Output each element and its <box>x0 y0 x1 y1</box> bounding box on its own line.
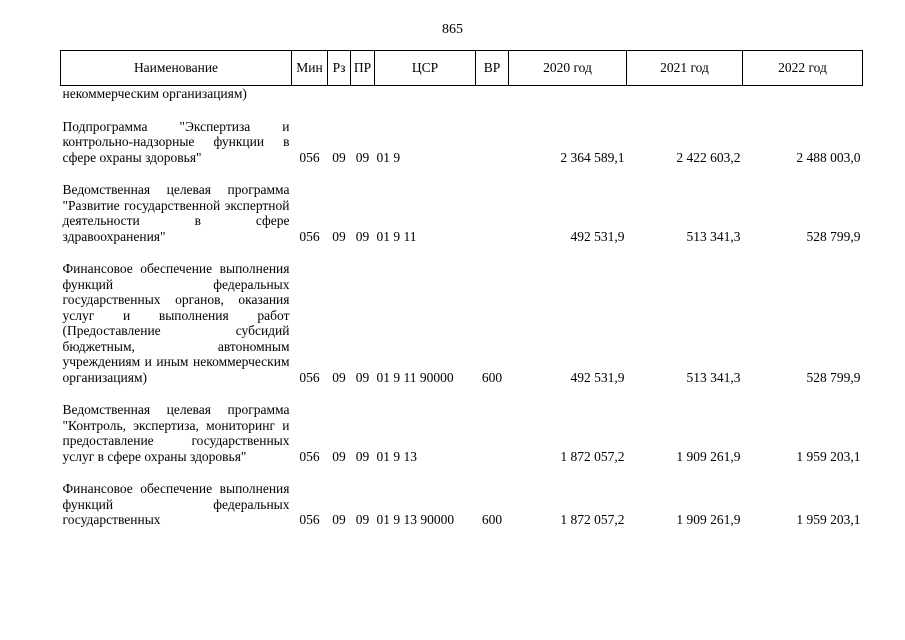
row-min: 056 <box>299 228 320 244</box>
row-min: 056 <box>299 369 320 385</box>
row-csr: 01 9 <box>376 149 401 165</box>
table-row <box>61 261 863 385</box>
row-pr: 09 <box>355 228 370 244</box>
row-rz: 09 <box>332 369 346 385</box>
row-2020: 2 364 589,1 <box>560 149 625 165</box>
header-2022: 2022 год <box>743 51 863 86</box>
row-min: 056 <box>299 149 320 165</box>
row-vr: 600 <box>481 369 503 385</box>
table-row <box>61 182 863 244</box>
row-name: Ведомственная целевая программа "Развитие государственной экспертной деятельности в сфере здравоохранения" <box>62 182 290 244</box>
row-pr: 09 <box>355 448 370 464</box>
row-2021: 2 422 603,2 <box>676 149 741 165</box>
row-vr <box>476 402 509 464</box>
row-rz: 09 <box>332 228 346 244</box>
continuation-row <box>61 86 863 102</box>
row-2022: 1 959 203,1 <box>796 512 861 527</box>
row-vr <box>476 119 509 166</box>
row-2020: 1 872 057,2 <box>560 512 625 527</box>
row-name: Финансовое обеспечение выполнения функций федеральных государственных органов, оказания услуг и выполнения работ (Предоставление субсидий бюджетным, автономным учреждениям и иным некоммерческим организациям) <box>62 261 290 385</box>
table-row <box>61 119 863 166</box>
header-min: Мин <box>292 51 328 86</box>
row-csr: 01 9 11 90000 <box>376 369 454 385</box>
header-2021: 2021 год <box>627 51 743 86</box>
header-rz: Рз <box>328 51 351 86</box>
row-csr: 01 9 11 <box>376 228 417 244</box>
row-name: Ведомственная целевая программа "Контроль, экспертиза, мониторинг и предоставление государственных услуг в сфере охраны здоровья" <box>62 402 290 464</box>
row-csr: 01 9 13 90000 <box>376 512 455 527</box>
row-2021: 513 341,3 <box>686 228 741 244</box>
row-rz: 09 <box>332 149 346 165</box>
header-name: Наименование <box>61 51 292 86</box>
row-2020: 492 531,9 <box>570 228 625 244</box>
row-vr: 600 <box>481 512 503 527</box>
row-pr: 09 <box>355 369 370 385</box>
header-2020: 2020 год <box>509 51 627 86</box>
header-row <box>61 51 863 86</box>
row-2020: 1 872 057,2 <box>560 448 625 464</box>
row-2020: 492 531,9 <box>570 369 625 385</box>
row-2022: 1 959 203,1 <box>796 448 861 464</box>
row-min: 056 <box>299 512 320 527</box>
budget-table <box>60 50 863 528</box>
row-name: Финансовое обеспечение выполнения функций федеральных государственных <box>62 481 290 527</box>
table-row <box>61 481 863 528</box>
row-2021: 1 909 261,9 <box>676 448 741 464</box>
row-2022: 528 799,9 <box>806 228 861 244</box>
row-pr: 09 <box>355 512 370 527</box>
continuation-text: некоммерческим организациям) <box>62 86 247 101</box>
row-rz: 09 <box>332 448 346 464</box>
page-number: 865 <box>442 22 463 37</box>
header-vr: ВР <box>476 51 509 86</box>
table-row <box>61 402 863 464</box>
row-2021: 1 909 261,9 <box>676 512 741 527</box>
row-pr: 09 <box>355 149 370 165</box>
row-vr <box>476 182 509 244</box>
row-2022: 2 488 003,0 <box>796 149 861 165</box>
row-2022: 528 799,9 <box>806 369 861 385</box>
row-2021: 513 341,3 <box>686 369 741 385</box>
header-pr: ПР <box>351 51 375 86</box>
row-min: 056 <box>299 448 320 464</box>
row-rz: 09 <box>332 512 346 527</box>
row-name: Подпрограмма "Экспертиза и контрольно-надзорные функции в сфере охраны здоровья" <box>62 118 290 165</box>
header-csr: ЦСР <box>375 51 476 86</box>
row-csr: 01 9 13 <box>376 448 417 464</box>
